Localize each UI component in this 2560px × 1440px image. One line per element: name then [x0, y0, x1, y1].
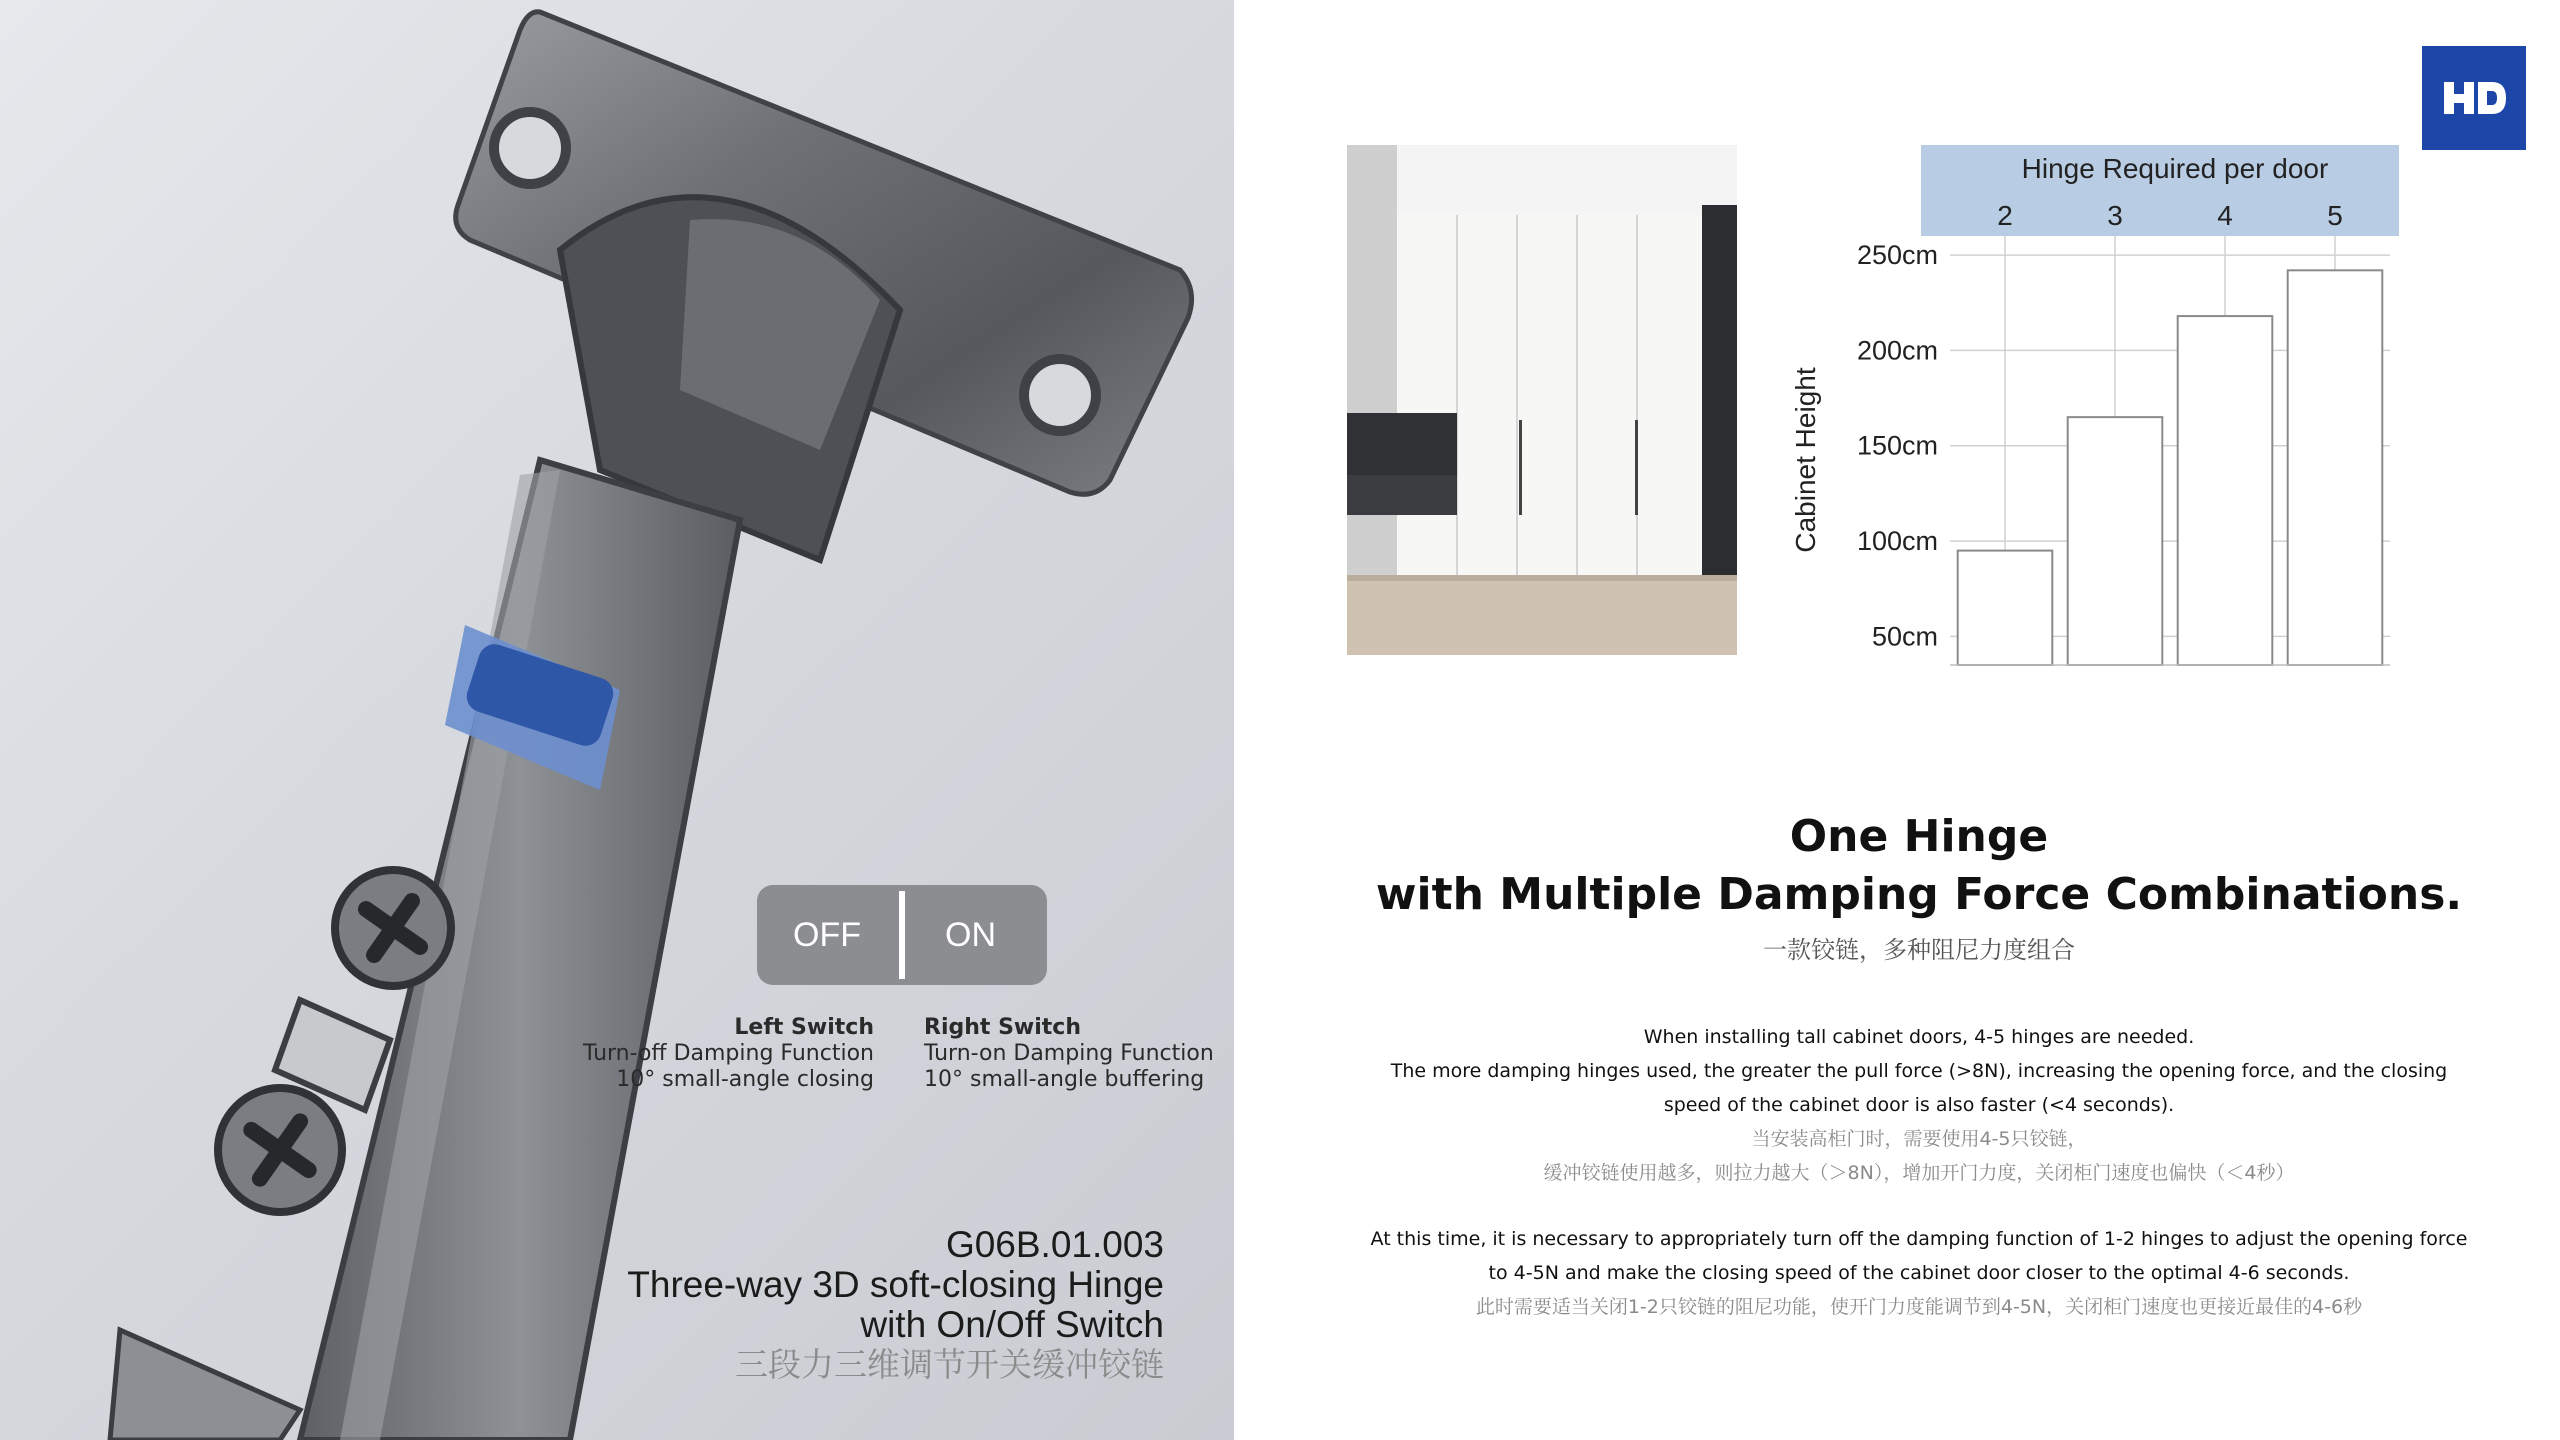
wardrobe-illustration — [1347, 145, 1737, 655]
wardrobe-room-photo — [1347, 145, 1737, 655]
product-name-line2: with On/Off Switch — [860, 1304, 1164, 1345]
y-tick-label: 200cm — [1856, 335, 1938, 366]
desc-p1-line2: The more damping hinges used, the greater the pull force (>8N), increasing the opening force, and the closing — [1390, 1060, 2448, 1082]
desc-p2-line2: to 4-5N and make the closing speed of the cabinet door closer to the optimal 4-6 seconds. — [1488, 1262, 2350, 1284]
category-label: 4 — [2217, 200, 2233, 231]
category-label: 5 — [2327, 200, 2343, 231]
desc-p2-cn-line1: 此时需要适当关闭1-2只铰链的阻尼功能，使开门力度能调节到4-5N，关闭柜门速度也更接近最佳的4-6秒 — [1475, 1296, 2363, 1318]
bar — [1958, 551, 2053, 665]
headline-line2: with Multiple Damping Force Combinations. — [1375, 869, 2463, 920]
category-label: 2 — [1997, 200, 2013, 231]
brand-logo — [2422, 46, 2526, 150]
product-code: G06B.01.003 — [945, 1224, 1164, 1265]
product-name-cn: 三段力三维调节开关缓冲铰链 — [735, 1346, 1164, 1383]
description-paragraph-1 — [1364, 1020, 2474, 1190]
product-caption — [450, 1225, 1164, 1385]
left-switch-line2: 10° small-angle closing — [616, 1067, 874, 1092]
right-switch-line2: 10° small-angle buffering — [924, 1067, 1205, 1092]
desc-p1-line1: When installing tall cabinet doors, 4-5 hinges are needed. — [1643, 1026, 2195, 1048]
product-photo-panel — [0, 0, 1234, 1440]
y-tick-label: 100cm — [1856, 526, 1938, 557]
desc-p1-line3: speed of the cabinet door is also faster (<4 seconds). — [1663, 1094, 2175, 1116]
right-switch-line1: Turn-on Damping Function — [924, 1041, 1214, 1066]
y-tick-label: 150cm — [1856, 430, 1938, 461]
chart-ylabel: Cabinet Height — [1790, 367, 1821, 553]
bar — [2288, 270, 2383, 665]
hinge-chart — [1780, 130, 2420, 670]
y-tick-label: 250cm — [1856, 240, 1938, 271]
product-name-line1: Three-way 3D soft-closing Hinge — [627, 1264, 1164, 1305]
right-switch-title: Right Switch — [924, 1015, 1081, 1040]
left-switch-line1: Turn-off Damping Function — [582, 1041, 874, 1066]
left-switch-caption — [454, 1015, 874, 1093]
left-switch-title: Left Switch — [734, 1015, 874, 1040]
desc-p1-cn-line2: 缓冲铰链使用越多，则拉力越大（＞8N），增加开门力度，关闭柜门速度也偏快（＜4秒） — [1543, 1162, 2295, 1184]
switch-divider — [899, 891, 905, 979]
bar — [2068, 417, 2163, 665]
description-paragraph-2 — [1364, 1222, 2474, 1324]
switch-on-label: ON — [945, 916, 996, 954]
desc-p1-cn-line1: 当安装高柜门时，需要使用4-5只铰链， — [1751, 1128, 2087, 1150]
switch-off-label: OFF — [793, 916, 861, 954]
headline — [1334, 808, 2504, 924]
hd-logo-icon — [2422, 46, 2526, 150]
right-switch-caption — [924, 1015, 1234, 1093]
bar — [2178, 316, 2273, 665]
y-tick-label: 50cm — [1871, 621, 1938, 652]
on-off-switch-graphic — [757, 885, 1047, 985]
chart-title: Hinge Required per door — [2021, 153, 2329, 184]
desc-p2-line1: At this time, it is necessary to appropriately turn off the damping function of 1-2 hinges to adjust the opening force — [1370, 1228, 2468, 1250]
headline-line1: One Hinge — [1789, 811, 2049, 862]
category-label: 3 — [2107, 200, 2123, 231]
headline-cn: 一款铰链，多种阻尼力度组合 — [1763, 936, 2075, 964]
